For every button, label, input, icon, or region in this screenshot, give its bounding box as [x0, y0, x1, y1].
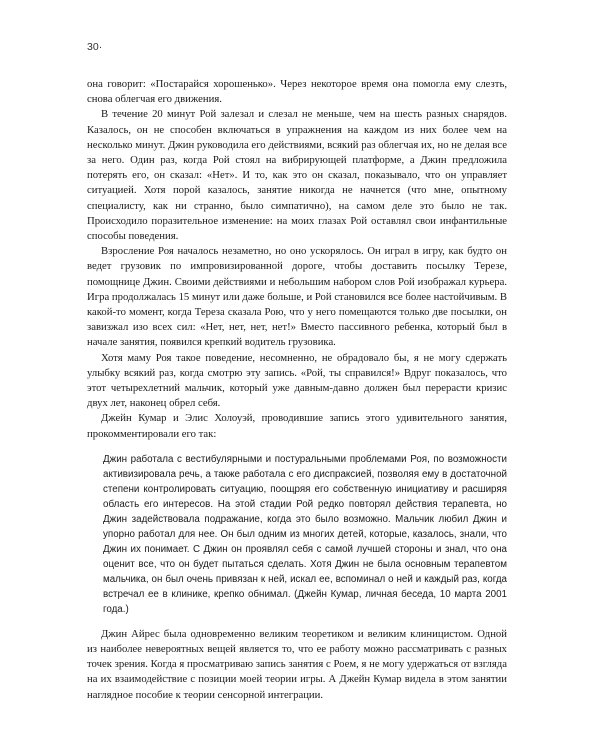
page-number: [87, 41, 102, 53]
page-number-value: 30: [87, 41, 99, 53]
paragraph-2: В течение 20 минут Рой залезал и слезал не меньше, чем на шесть разных снарядов. Казалось, он не способен включаться в упражнения на каждом из них более чем на несколько минут. Джин руководила его действиями, всякий раз облегчая их, но не делая все за него. Один раз, когда Рой стоял на вибрирующей платформе, а Джин предложила потерять его, он сказал: «Нет». И то, как это он сказал, показывало, что он управляет ситуацией. Хотя порой казалось, занятие никогда не начнется (что мне, опытному специалисту, как ни странно, было симпатично), на самом деле это было не так. Происходило поразительное изменение: на моих глазах Рой оставлял свои инфантильные способы поведения.: [87, 108, 507, 243]
paragraph-4: Хотя маму Роя такое поведение, несомненно, не обрадовало бы, я не могу сдержать улыбку всякий раз, когда смотрю эту запись. «Рой, ты справился!» Вдруг показалось, что этот четырехлетний мальчик, который уже давным-давно должен был перерасти кризис двух лет, наконец обрел себя.: [87, 351, 507, 410]
block-quote: Джин работала с вестибулярными и постуральными проблемами Роя, по возможности активизировала речь, а также работала с его диспраксией, позволяя ему в достаточной степени контролировать ситуацию, поощряя его собственную инициативу и расширяя область его интересов. На этой стадии Рой редко повторял действия терапевта, но Джин задействовала подражание, когда это было возможно. Мальчик любил Джин и упорно работал для нее. Он был одним из многих детей, которые, казалось, знали, что Джин их понимает. С Джин он проявлял себя с самой лучшей стороны и знал, что она оценит все, что он будет пытаться сделать. Хотя Джин не была основным терапевтом мальчика, он был очень привязан к ней, искал ее, вспоминал о ней и каждый раз, когда встречал ее в клинике, крепко обнимал. (Джейн Кумар, личная беседа, 10 марта 2001 года.): [103, 453, 507, 615]
paragraph-1: она говорит: «Постарайся хорошенько». Через некоторое время она помогла ему слезть, снова облегчая его движения.: [87, 78, 507, 106]
closing-paragraph: Джин Айрес была одновременно великим теоретиком и великим клиницистом. Одной из наиболее невероятных вещей является то, что ее работу можно рассматривать с разных точек зрения. Когда я просматриваю запись занятия с Роем, я не могу удержаться от взгляда на их взаимодействие с позиции моей теории игры. А Джейн Кумар видела в этом занятии наглядное пособие к теории сенсорной интеграции.: [87, 627, 507, 701]
paragraph-5: Джейн Кумар и Элис Холоуэй, проводившие запись этого удивительного занятия, прокомментировали его так:: [87, 412, 507, 440]
page-number-dot: ·: [98, 41, 103, 53]
page-body: [87, 77, 507, 703]
paragraph-3: Взросление Роя началось незаметно, но оно ускорялось. Он играл в игру, как будто он ведет грузовик по импровизированной дороге, чтобы доставить посылку Терезе, помощнице Джин. Своими действиями и небольшим набором слов Рой изображал курьера. Игра продолжалась 15 минут или даже больше, и Рой становился все более настойчивым. В какой-то момент, когда Тереза сказала Рою, что у него помещаются только две посылки, он завизжал изо всех сил: «Нет, нет, нет, нет!» Вместо пассивного ребенка, который был в начале занятия, появился крепкий водитель грузовика.: [87, 245, 507, 349]
